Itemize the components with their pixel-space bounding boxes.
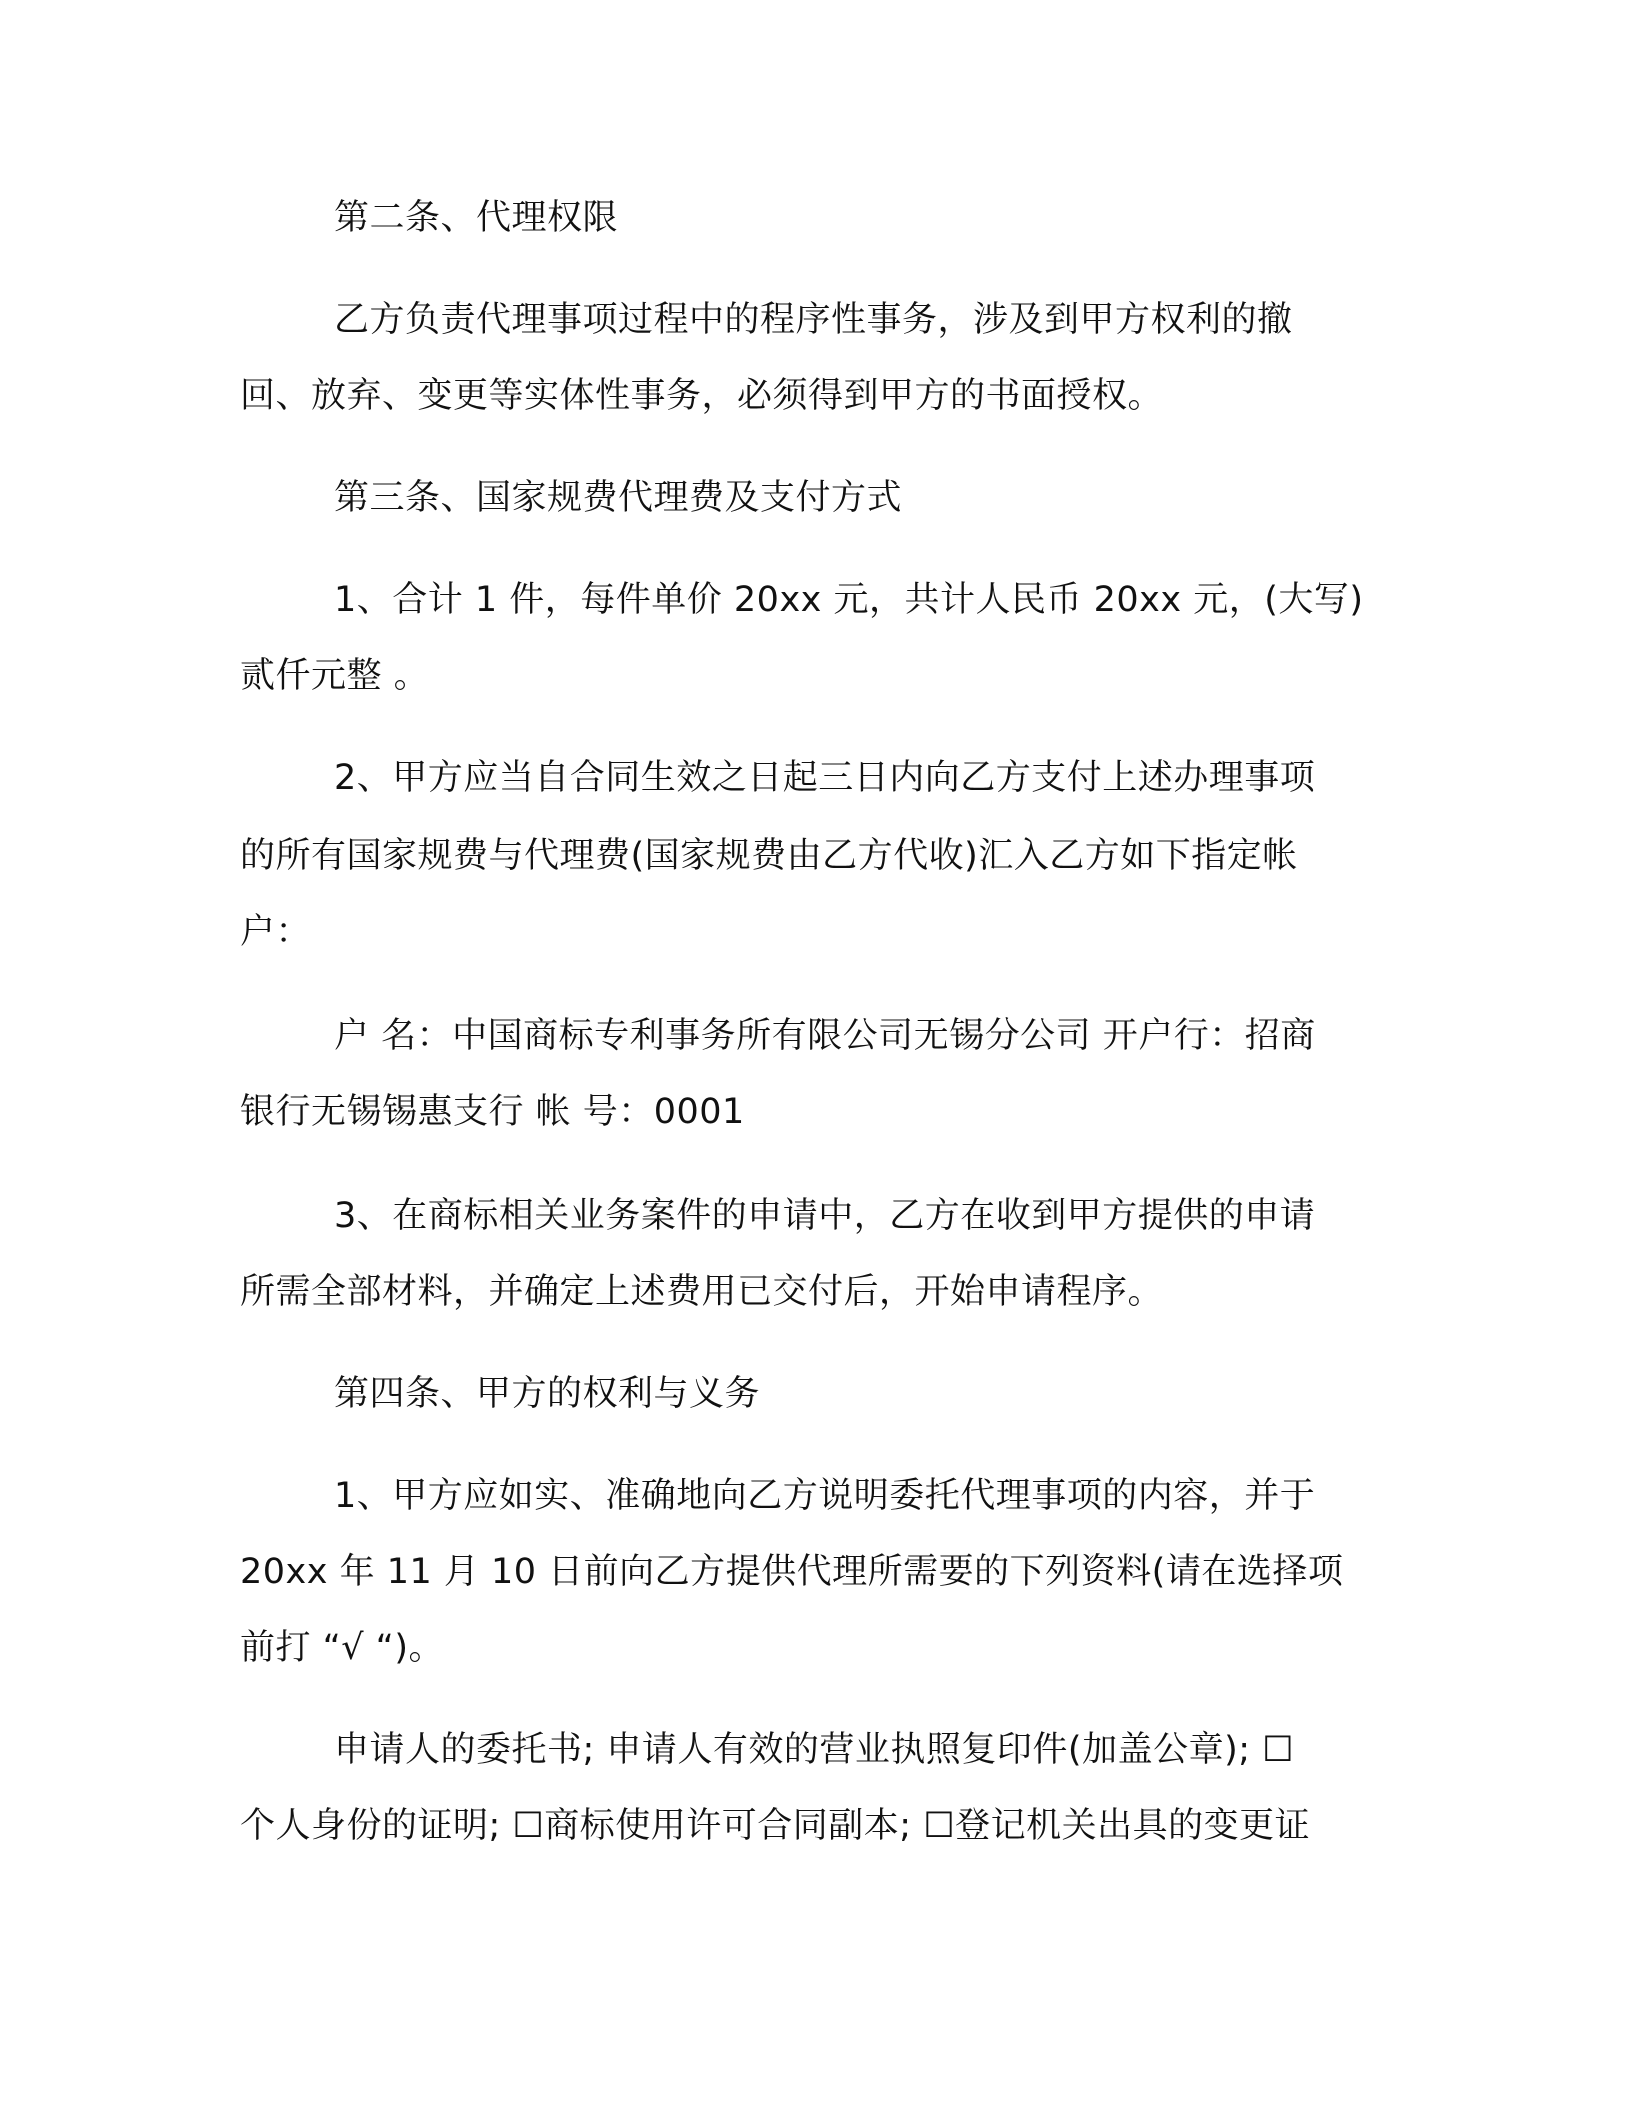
section-3-heading: 第三条、国家规费代理费及支付方式: [334, 478, 903, 518]
paragraph-line: 户：: [240, 912, 312, 952]
paragraph-line: 贰仟元整 。: [240, 656, 430, 696]
account-info-line: 银行无锡锡惠支行 帐 号：0001: [240, 1092, 745, 1132]
account-info-line: 户 名：中国商标专利事务所有限公司无锡分公司 开户行：招商: [334, 1016, 1316, 1056]
checklist-line: 个人身份的证明; ☐商标使用许可合同副本; ☐登记机关出具的变更证: [240, 1806, 1311, 1846]
section-4-heading: 第四条、甲方的权利与义务: [334, 1374, 761, 1414]
checklist-line: 申请人的委托书; 申请人有效的营业执照复印件(加盖公章); ☐: [334, 1730, 1295, 1770]
paragraph-line: 乙方负责代理事项过程中的程序性事务，涉及到甲方权利的撤: [334, 300, 1293, 340]
paragraph-line: 前打 “√ “)。: [240, 1628, 444, 1668]
section-2-heading: 第二条、代理权限: [334, 198, 619, 238]
paragraph-line: 1、合计 1 件，每件单价 20xx 元，共计人民币 20xx 元，(大写): [334, 580, 1364, 620]
paragraph-line: 所需全部材料，并确定上述费用已交付后，开始申请程序。: [240, 1272, 1164, 1312]
paragraph-line: 3、在商标相关业务案件的申请中，乙方在收到甲方提供的申请: [334, 1196, 1316, 1236]
paragraph-line: 回、放弃、变更等实体性事务，必须得到甲方的书面授权。: [240, 376, 1164, 416]
paragraph-line: 20xx 年 11 月 10 日前向乙方提供代理所需要的下列资料(请在选择项: [240, 1552, 1344, 1592]
paragraph-line: 1、甲方应如实、准确地向乙方说明委托代理事项的内容，并于: [334, 1476, 1316, 1516]
paragraph-line: 2、甲方应当自合同生效之日起三日内向乙方支付上述办理事项: [334, 758, 1316, 798]
paragraph-line: 的所有国家规费与代理费(国家规费由乙方代收)汇入乙方如下指定帐: [240, 836, 1298, 876]
